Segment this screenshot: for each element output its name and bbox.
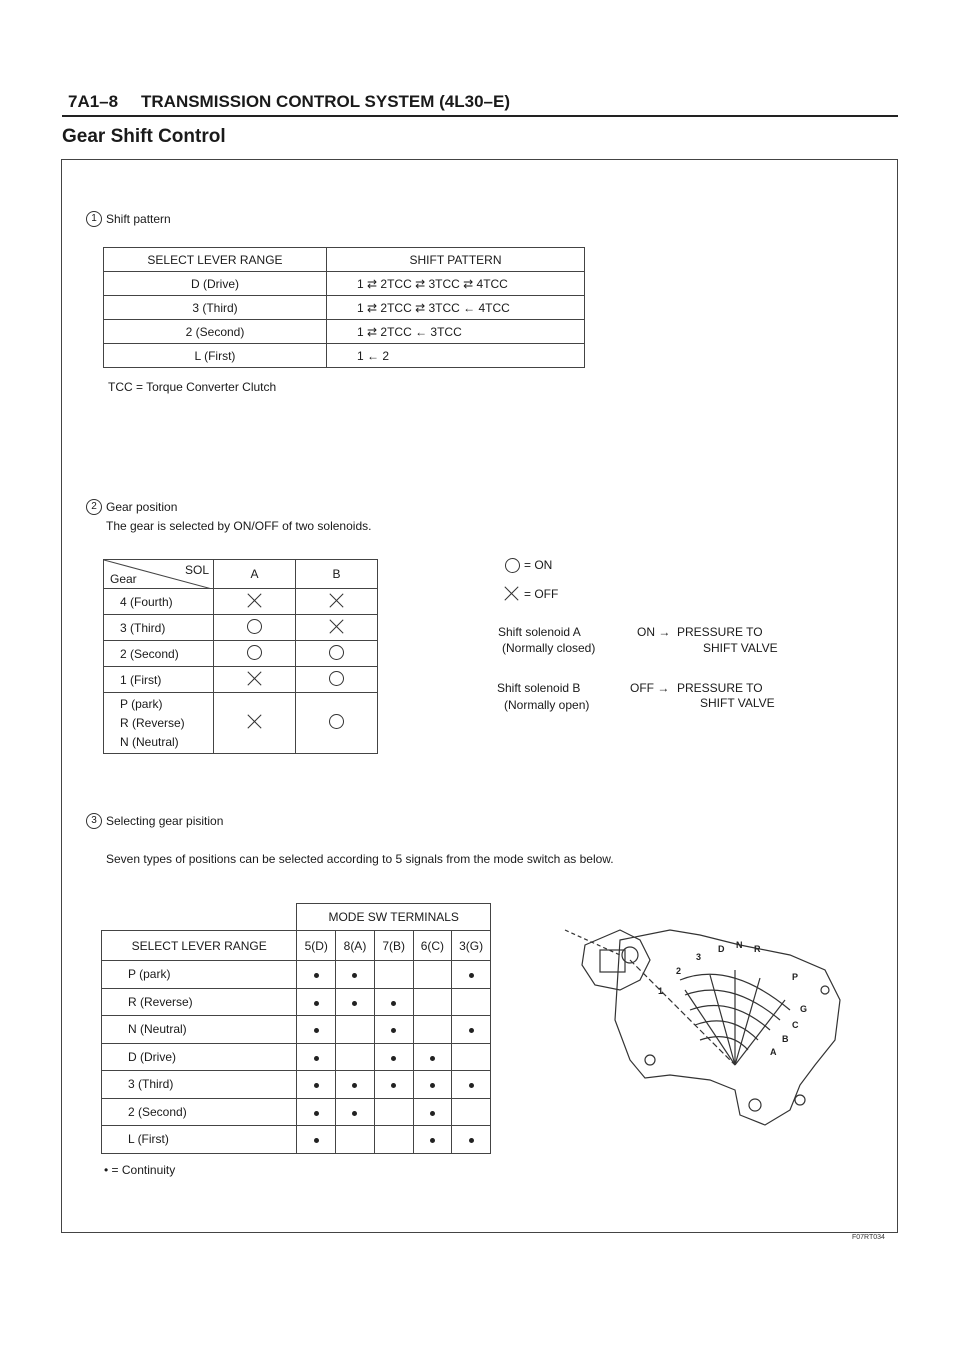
continuity-dot-icon [352,1111,357,1116]
table-header-row [104,248,585,272]
gear-cell: 1 (First) [104,667,214,693]
table-row [102,961,491,989]
terminal-header: 6(C) [413,931,452,961]
section1-title: Shift pattern [106,212,171,226]
range-cell: 3 (Third) [102,1071,297,1099]
sol-a-name: Shift solenoid A [498,625,581,639]
continuity-dot-icon [314,1001,319,1006]
gear-cell: 3 (Third) [104,615,214,641]
section1-number: 1 [86,211,102,227]
switch-label-2: 2 [676,966,682,976]
sol-b-result2: SHIFT VALVE [700,696,775,710]
continuity-dot-icon [430,1138,435,1143]
pattern-cell: 1 ⇄ 2TCC ← 3TCC [327,320,585,344]
sol-a-cell [214,589,296,615]
corner-sol-label: SOL [184,563,209,577]
col-header-b: B [296,560,378,589]
terminal-header: 7(B) [374,931,413,961]
continuity-cell [452,988,491,1016]
table-row [104,272,585,296]
header-rule [62,115,898,117]
range-cell: D (Drive) [104,272,327,296]
continuity-dot-icon [469,1083,474,1088]
range-header: SELECT LEVER RANGE [102,931,297,961]
continuity-cell [336,1043,375,1071]
continuity-dot-icon [314,1138,319,1143]
page-code: 7A1–8 [68,92,119,111]
range-cell: N (Neutral) [102,1016,297,1044]
sol-b-cell [296,589,378,615]
page-title: Gear Shift Control [62,126,226,147]
table-row [102,1098,491,1126]
continuity-cell [336,1071,375,1099]
pattern-cell: 1 ← 2 [327,344,585,368]
continuity-cell [297,988,336,1016]
continuity-dot-icon [314,1028,319,1033]
switch-label-1: 1 [658,986,664,996]
continuity-cell [413,1126,452,1154]
range-cell: R (Reverse) [102,988,297,1016]
gear-r: R (Reverse) [120,715,185,730]
continuity-cell [297,1098,336,1126]
solenoid-table [103,559,378,754]
continuity-dot-icon [391,1056,396,1061]
continuity-cell [452,1071,491,1099]
tcc-note: TCC = Torque Converter Clutch [108,380,277,394]
sol-a-cell [214,693,296,754]
off-cross-icon [247,593,262,608]
sol-a-cell [214,615,296,641]
continuity-dot-icon [430,1056,435,1061]
terminal-header: 5(D) [297,931,336,961]
range-cell: L (First) [102,1126,297,1154]
section3-title: Selecting gear pisition [106,814,224,828]
sol-a-result2: SHIFT VALVE [703,641,778,655]
section2-number: 2 [86,499,102,515]
table-row [102,1071,491,1099]
table-row [102,1043,491,1071]
gear-n: N (Neutral) [120,734,179,749]
corner-header [104,560,214,589]
sol-b-name: Shift solenoid B [497,681,581,695]
continuity-cell [297,1043,336,1071]
mode-switch-table [101,903,491,1154]
continuity-dot-icon [314,1083,319,1088]
empty-corner [102,904,297,931]
legend-on-label: = ON [524,558,553,572]
gear-cell: 4 (Fourth) [104,589,214,615]
terminal-header: 8(A) [336,931,375,961]
table-header-row [102,931,491,961]
continuity-dot-icon [469,1138,474,1143]
continuity-cell [297,1071,336,1099]
range-cell: 3 (Third) [104,296,327,320]
continuity-cell [374,1071,413,1099]
section3-number: 3 [86,813,102,829]
table-row [104,296,585,320]
on-circle-icon [329,671,344,686]
on-circle-icon [329,714,344,729]
continuity-cell [297,1016,336,1044]
continuity-cell [413,961,452,989]
continuity-cell [452,1126,491,1154]
continuity-cell [336,988,375,1016]
continuity-cell [297,1126,336,1154]
on-circle-icon [247,619,262,634]
gear-cell: 2 (Second) [104,641,214,667]
table-row [102,1126,491,1154]
switch-label-a: A [770,1047,777,1057]
continuity-cell [336,1126,375,1154]
sol-b-state: OFF → [630,681,670,695]
table-row [104,641,378,667]
continuity-cell [374,1098,413,1126]
continuity-cell [374,1016,413,1044]
continuity-dot-icon [430,1111,435,1116]
sol-b-result1: PRESSURE TO [677,681,763,695]
continuity-dot-icon [469,1028,474,1033]
sol-a-cell [214,641,296,667]
continuity-dot-icon [352,1083,357,1088]
off-cross-icon [247,714,262,729]
switch-label-r: R [754,944,761,954]
sol-a-type: (Normally closed) [502,641,596,655]
table-row [104,693,378,754]
switch-label-d: D [718,944,725,954]
pattern-cell: 1 ⇄ 2TCC ⇄ 3TCC ⇄ 4TCC [327,272,585,296]
continuity-dot-icon [314,1111,319,1116]
continuity-dot-icon [430,1083,435,1088]
col-header-a: A [214,560,296,589]
continuity-cell [336,961,375,989]
section2-intro: The gear is selected by ON/OFF of two solenoids. [106,519,372,533]
off-cross-icon [329,593,344,608]
continuity-dot-icon [352,973,357,978]
sol-b-cell [296,641,378,667]
on-circle-icon [247,645,262,660]
switch-label-g: G [800,1004,808,1014]
legend-on-icon [505,558,520,573]
section3-intro: Seven types of positions can be selected according to 5 signals from the mode switch as below. [106,852,614,866]
continuity-cell [336,1016,375,1044]
continuity-cell [336,1098,375,1126]
table-row [104,615,378,641]
mode-sw-header: MODE SW TERMINALS [297,904,491,931]
table-row [104,589,378,615]
gear-p: P (park) [120,696,163,711]
range-cell: L (First) [104,344,327,368]
continuity-dot-icon [391,1028,396,1033]
switch-label-b: B [782,1034,789,1044]
continuity-cell [374,961,413,989]
on-circle-icon [329,645,344,660]
col-header-range: SELECT LEVER RANGE [104,248,327,272]
sol-a-result1: PRESSURE TO [677,625,763,639]
continuity-dot-icon [469,973,474,978]
off-cross-icon [329,619,344,634]
continuity-dot-icon [314,1056,319,1061]
table-row [102,988,491,1016]
shift-pattern-table [103,247,585,368]
range-cell: P (park) [102,961,297,989]
continuity-cell [413,988,452,1016]
continuity-dot-icon [391,1001,396,1006]
switch-label-3: 3 [696,952,702,962]
sol-a-state: ON → [637,625,671,639]
switch-label-n: N [736,940,743,950]
sol-a-cell [214,667,296,693]
table-row [104,344,585,368]
continuity-cell [297,961,336,989]
section-heading: TRANSMISSION CONTROL SYSTEM (4L30–E) [141,92,511,111]
sol-b-cell [296,615,378,641]
table-row [102,1016,491,1044]
switch-label-p: P [792,972,799,982]
continuity-dot-icon [391,1083,396,1088]
corner-gear-label: Gear [110,572,137,586]
section2-title: Gear position [106,500,178,514]
sol-b-cell [296,693,378,754]
continuity-dot-icon [314,973,319,978]
continuity-cell [452,1098,491,1126]
legend-off-label: = OFF [524,587,559,601]
sol-b-type: (Normally open) [504,698,590,712]
table-row [104,320,585,344]
col-header-pattern: SHIFT PATTERN [327,248,585,272]
continuity-cell [374,988,413,1016]
sol-b-cell [296,667,378,693]
table-header-row [104,560,378,589]
continuity-cell [413,1071,452,1099]
continuity-dot-icon [352,1001,357,1006]
figure-code: F07RT034 [852,1234,885,1241]
continuity-cell [413,1016,452,1044]
group-header-row [102,904,491,931]
switch-label-c: C [792,1020,799,1030]
continuity-cell [452,961,491,989]
mode-switch-illustration [560,900,860,1140]
continuity-cell [374,1126,413,1154]
continuity-cell [452,1043,491,1071]
continuity-cell [413,1043,452,1071]
range-cell: 2 (Second) [104,320,327,344]
table-row [104,667,378,693]
continuity-cell [413,1098,452,1126]
continuity-note: • = Continuity [104,1163,176,1177]
range-cell: D (Drive) [102,1043,297,1071]
terminal-header: 3(G) [452,931,491,961]
gear-cell [104,693,214,754]
legend-off-icon [504,586,519,601]
continuity-cell [452,1016,491,1044]
pattern-cell: 1 ⇄ 2TCC ⇄ 3TCC ← 4TCC [327,296,585,320]
off-cross-icon [247,671,262,686]
continuity-cell [374,1043,413,1071]
range-cell: 2 (Second) [102,1098,297,1126]
